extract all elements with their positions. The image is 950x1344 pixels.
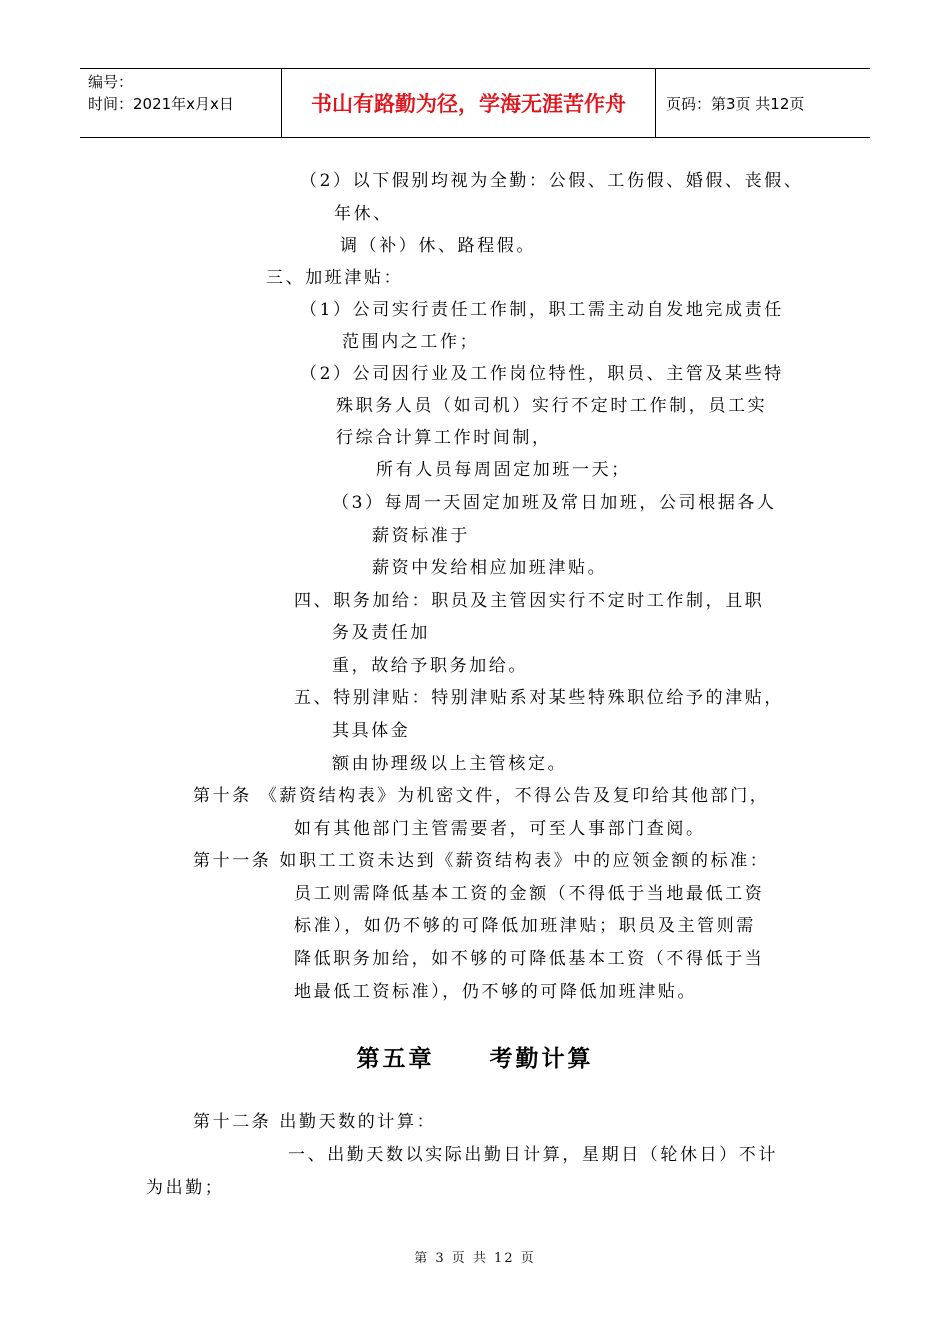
body-line: 其具体金 (332, 721, 411, 741)
body-line: （2）公司因行业及工作岗位特性，职员、主管及某些特 (300, 364, 784, 384)
body-line: 殊职务人员（如司机）实行不定时工作制，员工实 (336, 396, 768, 416)
header-motto: 书山有路勤为径，学海无涯苦作舟 (282, 69, 656, 137)
body-line: （1）公司实行责任工作制，职工需主动自发地完成责任 (300, 300, 784, 320)
header-page-indicator: 页码：第3页 共12页 (666, 94, 805, 113)
body-line: 额由协理级以上主管核定。 (332, 754, 568, 774)
body-line: 一、出勤天数以实际出勤日计算，星期日（轮休日）不计 (288, 1145, 778, 1165)
chapter-title: 第五章 考勤计算 (356, 1046, 594, 1072)
body-line: 行综合计算工作时间制， (336, 428, 552, 448)
header-meta (80, 69, 282, 137)
body-line: 薪资中发给相应加班津贴。 (372, 558, 608, 578)
page-footer: 第 3 页 共 12 页 (414, 1251, 536, 1266)
section-heading: 三、加班津贴： (266, 268, 404, 288)
header-table (80, 68, 870, 138)
body-line: 地最低工资标准），仍不够的可降低加班津贴。 (294, 982, 698, 1002)
body-line: 薪资标准于 (372, 526, 470, 546)
body-line: 员工则需降低基本工资的金额（不得低于当地最低工资 (294, 884, 765, 904)
article-line: 第十二条 出勤天数的计算： (193, 1112, 437, 1132)
document-date: 时间：2021年x月x日 (88, 95, 234, 113)
body-line: 如有其他部门主管需要者，可至人事部门查阅。 (294, 819, 706, 839)
body-line: 年休、 (334, 204, 393, 224)
article-line: 第十条 《薪资结构表》为机密文件，不得公告及复印给其他部门， (193, 786, 770, 806)
body-line: 标准），如仍不够的可降低加班津贴；职员及主管则需 (294, 916, 756, 936)
body-line: 降低职务加给，如不够的可降低基本工资（不得低于当 (294, 949, 765, 969)
body-line: 调（补）休、路程假。 (340, 236, 536, 256)
body-line: 范围内之工作； (342, 332, 480, 352)
body-line: （2）以下假别均视为全勤：公假、工伤假、婚假、丧假、 (300, 171, 804, 191)
body-line: 务及责任加 (332, 623, 430, 643)
body-line: （3）每周一天固定加班及常日加班，公司根据各人 (332, 493, 777, 513)
article-line: 第十一条 如职工工资未达到《薪资结构表》中的应领金额的标准： (193, 851, 770, 871)
body-line: 重，故给予职务加给。 (332, 656, 528, 676)
section-heading: 五、特别津贴：特别津贴系对某些特殊职位给予的津贴， (294, 688, 784, 708)
document-number-label: 编号： (88, 73, 134, 91)
body-line: 所有人员每周固定加班一天； (376, 460, 631, 480)
section-heading: 四、职务加给：职员及主管因实行不定时工作制，且职 (294, 591, 765, 611)
body-line: 为出勤； (146, 1178, 225, 1198)
